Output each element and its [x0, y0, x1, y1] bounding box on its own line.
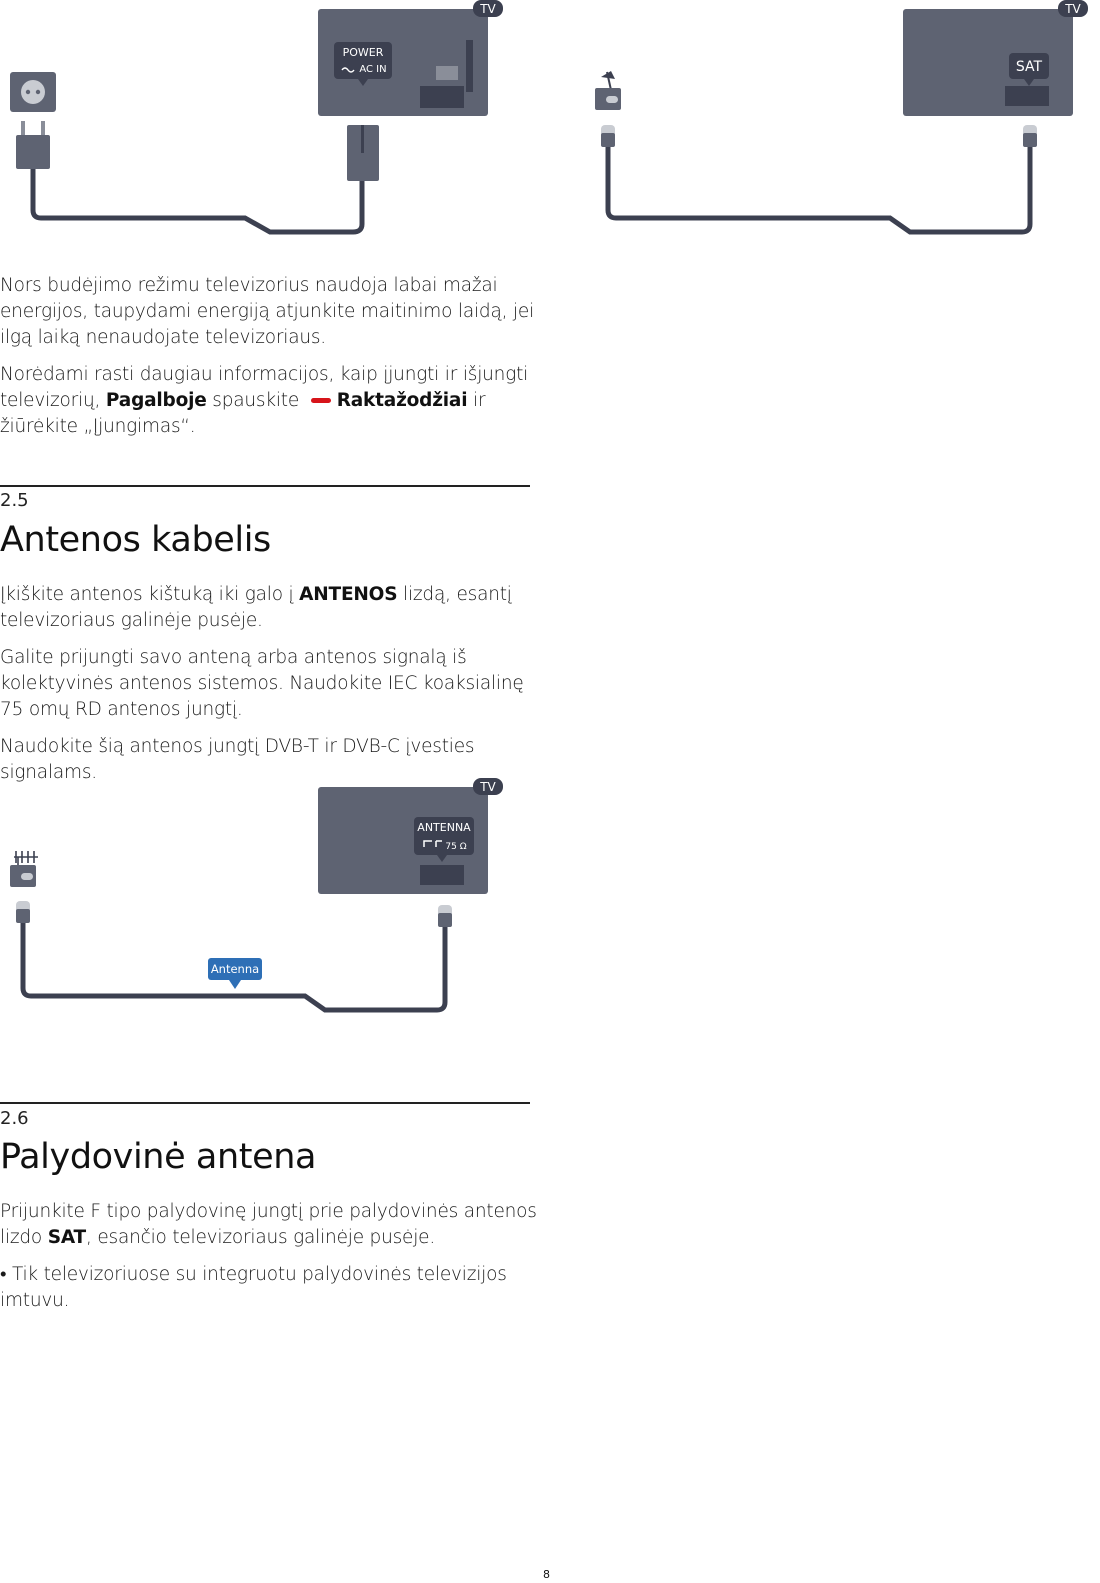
satellite-connection-figure: [585, 0, 1095, 250]
antenna-connection-figure: [0, 775, 540, 1025]
tv-badge: [1058, 0, 1088, 17]
coax-connector-icon: [1023, 125, 1037, 147]
coax-connector-icon: [438, 905, 452, 927]
svg-text:TV: TV: [480, 780, 496, 794]
satellite-paragraph-2: • Tik televizoriuose su integruotu palydovinės televizijos imtuvu.: [0, 1264, 507, 1311]
coax-connector-icon: [16, 901, 30, 923]
page-number: 8: [543, 1568, 550, 1581]
help-link-text: Pagalboje: [105, 390, 207, 411]
antenna-paragraph-2: Galite prijungti savo anteną arba antenos signalą iš kolektyvinės antenos sistemos. Naudokite IEC koaksialinę 75 omų RD antenos jungtį.: [0, 647, 524, 720]
svg-text:SAT: SAT: [1015, 59, 1043, 75]
section-divider: [0, 1102, 530, 1104]
keywords-text: Raktažodžiai: [336, 390, 468, 411]
svg-text:AC IN: AC IN: [359, 64, 387, 75]
coax-connector-icon: [601, 125, 615, 147]
section-title: Palydovinė antena: [0, 1137, 317, 1177]
red-key-icon: [311, 398, 331, 403]
section-divider: [0, 485, 530, 487]
tv-badge: [473, 0, 503, 17]
tv-power-plug-icon: [347, 125, 379, 181]
antenna-port-name: ANTENOS: [299, 584, 398, 605]
svg-text:Antenna: Antenna: [210, 962, 260, 976]
antenna-cable-label: [208, 958, 262, 989]
antenna-paragraph-1: Įkiškite antenos kištuką iki galo į ANTENOS lizdą, esantį televizoriaus galinėje pusėje.: [0, 584, 512, 631]
help-paragraph: Norėdami rasti daugiau informacijos, kaip įjungti ir išjungti televizorių, Pagalboje spauskite Raktažodžiai ir žiūrėkite „Įjungimas“.: [0, 364, 529, 437]
section-number: 2.5: [0, 490, 29, 511]
svg-text:TV: TV: [1065, 2, 1081, 16]
svg-text:75 Ω: 75 Ω: [445, 842, 467, 852]
antenna-paragraph-3: Naudokite šią antenos jungtį DVB-T ir DVB-C įvesties signalams.: [0, 736, 475, 783]
power-connection-figure: [0, 0, 540, 250]
section-title: Antenos kabelis: [0, 520, 271, 560]
svg-text:TV: TV: [480, 2, 496, 16]
svg-text:POWER: POWER: [342, 46, 384, 59]
aerial-antenna-icon: [10, 851, 38, 887]
mains-plug-icon: [16, 121, 50, 169]
satellite-dish-icon: [595, 71, 621, 110]
wall-socket-icon: [10, 72, 56, 112]
sat-port-name: SAT: [47, 1227, 86, 1248]
satellite-cable: [608, 147, 1030, 232]
svg-text:ANTENNA: ANTENNA: [417, 821, 471, 834]
tv-badge: [473, 778, 503, 795]
power-cable: [33, 169, 362, 232]
satellite-paragraph-1: Prijunkite F tipo palydovinę jungtį prie palydovinės antenos lizdo SAT, esančio televizoriaus galinėje pusėje.: [0, 1201, 537, 1248]
intro-paragraph: Nors budėjimo režimu televizorius naudoja labai mažai energijos, taupydami energiją atjunkite maitinimo laidą, jei ilgą laiką nenaudojate televizoriaus.: [0, 275, 535, 348]
section-number: 2.6: [0, 1108, 29, 1129]
